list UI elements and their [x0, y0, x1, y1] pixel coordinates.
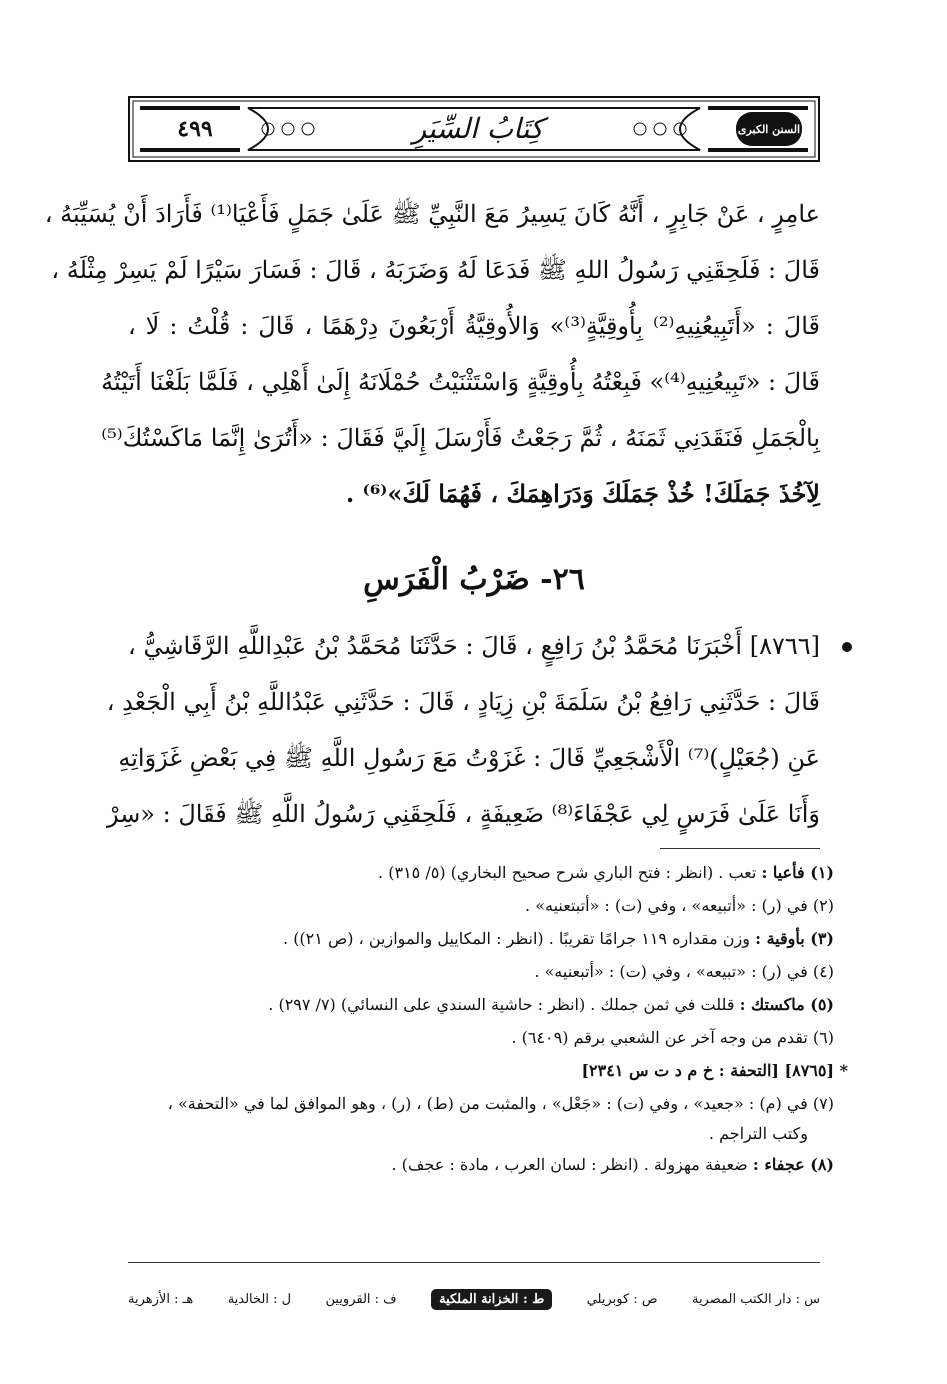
hadith-line: وَأَنَا عَلَىٰ فَرَسٍ لِي عَجْفَاءَ⁽⁸⁾ ضَعِيفَةٍ ، فَلَحِقَنِي رَسُولُ اللَّهِ ﷺ فَقَالَ : «سِرْ: [106, 800, 820, 828]
footnote: (٨) عجفاء : ضعيفة مهزولة . (انظر : لسان العرب ، مادة : عجف) .: [391, 1155, 834, 1174]
footnote: (٤) في (ر) : «تبيعه» ، وفي (ت) : «أتبعنيه» .: [534, 962, 834, 981]
footnote: (٢) في (ر) : «أتبيعه» ، وفي (ت) : «أتبتعنيه» .: [525, 896, 834, 915]
page-header: [128, 96, 820, 162]
text-line: قَالَ : «أَتَبِيعُنِيهِ⁽²⁾ بِأُوقِيَّةٍ⁽³⁾» وَالأُوقِيَّةُ أَرْبَعُونَ دِرْهَمًا ، قَالَ : قُلْتُ : لَا ،: [128, 312, 821, 340]
text-line: لِآخُذَ جَمَلَكَ! خُذْ جَمَلَكَ وَدَرَاهِمَكَ ، فَهُمَا لَكَ»⁽⁶⁾ .: [345, 479, 820, 508]
footnote-divider: [660, 848, 820, 849]
legend-item: هـ : الأزهرية: [128, 1291, 194, 1307]
legend-item: ص : كوبريلي: [586, 1291, 658, 1307]
text-line: بِالْجَمَلِ فَنَقَدَنِي ثَمَنَهُ ، ثُمَّ رَجَعْتُ فَأَرْسَلَ إِلَيَّ فَقَالَ : «أَتُرَىٰ إِنَّمَا مَاكَسْتُكَ⁽⁵⁾: [101, 424, 820, 452]
hadith-line: [٨٧٦٦] أَخْبَرَنَا مُحَمَّدُ بْنُ رَافِعٍ ، قَالَ : حَدَّثَنَا مُحَمَّدُ بْنُ عَبْدِاللَّهِ الرَّقَاشِيُّ ،: [128, 632, 820, 660]
main-text: [44, 186, 821, 522]
legend-divider: [128, 1262, 820, 1263]
legend-item: ف : القرويين: [325, 1291, 397, 1307]
footnote: (٦) تقدم من وجه آخر عن الشعبي برقم (٦٤٠٩) .: [511, 1028, 834, 1047]
section-heading: ٢٦- ضَرْبُ الْفَرَسِ: [363, 562, 585, 597]
footnote: (١) فأعيا : تعب . (انظر : فتح الباري شرح صحيح البخاري) (٥/ ٣١٥) .: [378, 863, 834, 882]
legend-item: س : دار الكتب المصرية: [691, 1291, 820, 1307]
footnote: (٧) في (م) : «جعيد» ، وفي (ت) : «جَعْل» ، والمثبت من (ط) ، (ر) ، وهو الموافق لما في «التحفة» ،: [167, 1094, 834, 1113]
text-line: قَالَ : فَلَحِقَنِي رَسُولُ اللهِ ﷺ فَدَعَا لَهُ وَضَرَبَهُ ، قَالَ : فَسَارَ سَيْرًا لَمْ يَسِرْ مِثْلَهُ ،: [51, 256, 820, 284]
text-line: قَالَ : «تَبِيعُنِيهِ⁽⁴⁾» فَبِعْتُهُ بِأُوقِيَّةٍ وَاسْتَثْنَيْتُ حُمْلَانَهُ إِلَىٰ أَهْلِي ، فَلَمَّا بَلَغْنَا أَتَيْتُهُ: [101, 368, 820, 396]
footnotes: [128, 856, 848, 1181]
text-line: عامِرٍ ، عَنْ جَابِرٍ ، أَنَّهُ كَانَ يَسِيرُ مَعَ النَّبِيِّ ﷺ عَلَىٰ جَمَلٍ فَأَعْيَا⁽¹⁾ فَأَرَادَ أَنْ يُسَيِّبَهُ ،: [44, 200, 820, 228]
hadith-line: قَالَ : حَدَّثَنِي رَافِعُ بْنُ سَلَمَةَ بْنِ زِيَادٍ ، قَالَ : حَدَّثَنِي عَبْدُاللَّهِ بْنُ أَبِي الْجَعْدِ ،: [106, 688, 820, 716]
legend-item: ل : الخالدية: [227, 1291, 292, 1307]
hadith-line: عَنِ (جُعَيْلٍ)⁽⁷⁾ الْأَشْجَعِيِّ قَالَ : غَزَوْتُ مَعَ رَسُولِ اللَّهِ ﷺ فِي بَعْضِ غَزَوَاتِهِ: [118, 744, 820, 772]
book-title: كِتَابُ السِّيَرِ: [412, 111, 544, 145]
footnote: (٣) بأوقية : وزن مقداره ١١٩ جرامًا تقريبًا . (انظر : المكاييل والموازين ، (ص ٢١)) .: [283, 929, 834, 948]
manuscript-legend: [128, 1284, 820, 1314]
bullet-icon: [842, 642, 852, 652]
footnote: (٥) ماكستك : قللت في ثمن جملك . (انظر : حاشية السندي على النسائي) (٧/ ٢٩٧) .: [268, 995, 834, 1014]
legend-item-highlighted: ط : الخزانة الملكية: [431, 1289, 552, 1310]
hadith-block: [106, 618, 850, 842]
footnote-continuation: وكتب التراجم .: [708, 1124, 808, 1143]
series-logo: السنن الكبرى: [736, 112, 802, 146]
tuhfa-reference: * [٨٧٦٥] [التحفة : خ م د ت س ٢٣٤١]: [581, 1061, 848, 1080]
page-number: ٤٩٩: [177, 116, 213, 142]
